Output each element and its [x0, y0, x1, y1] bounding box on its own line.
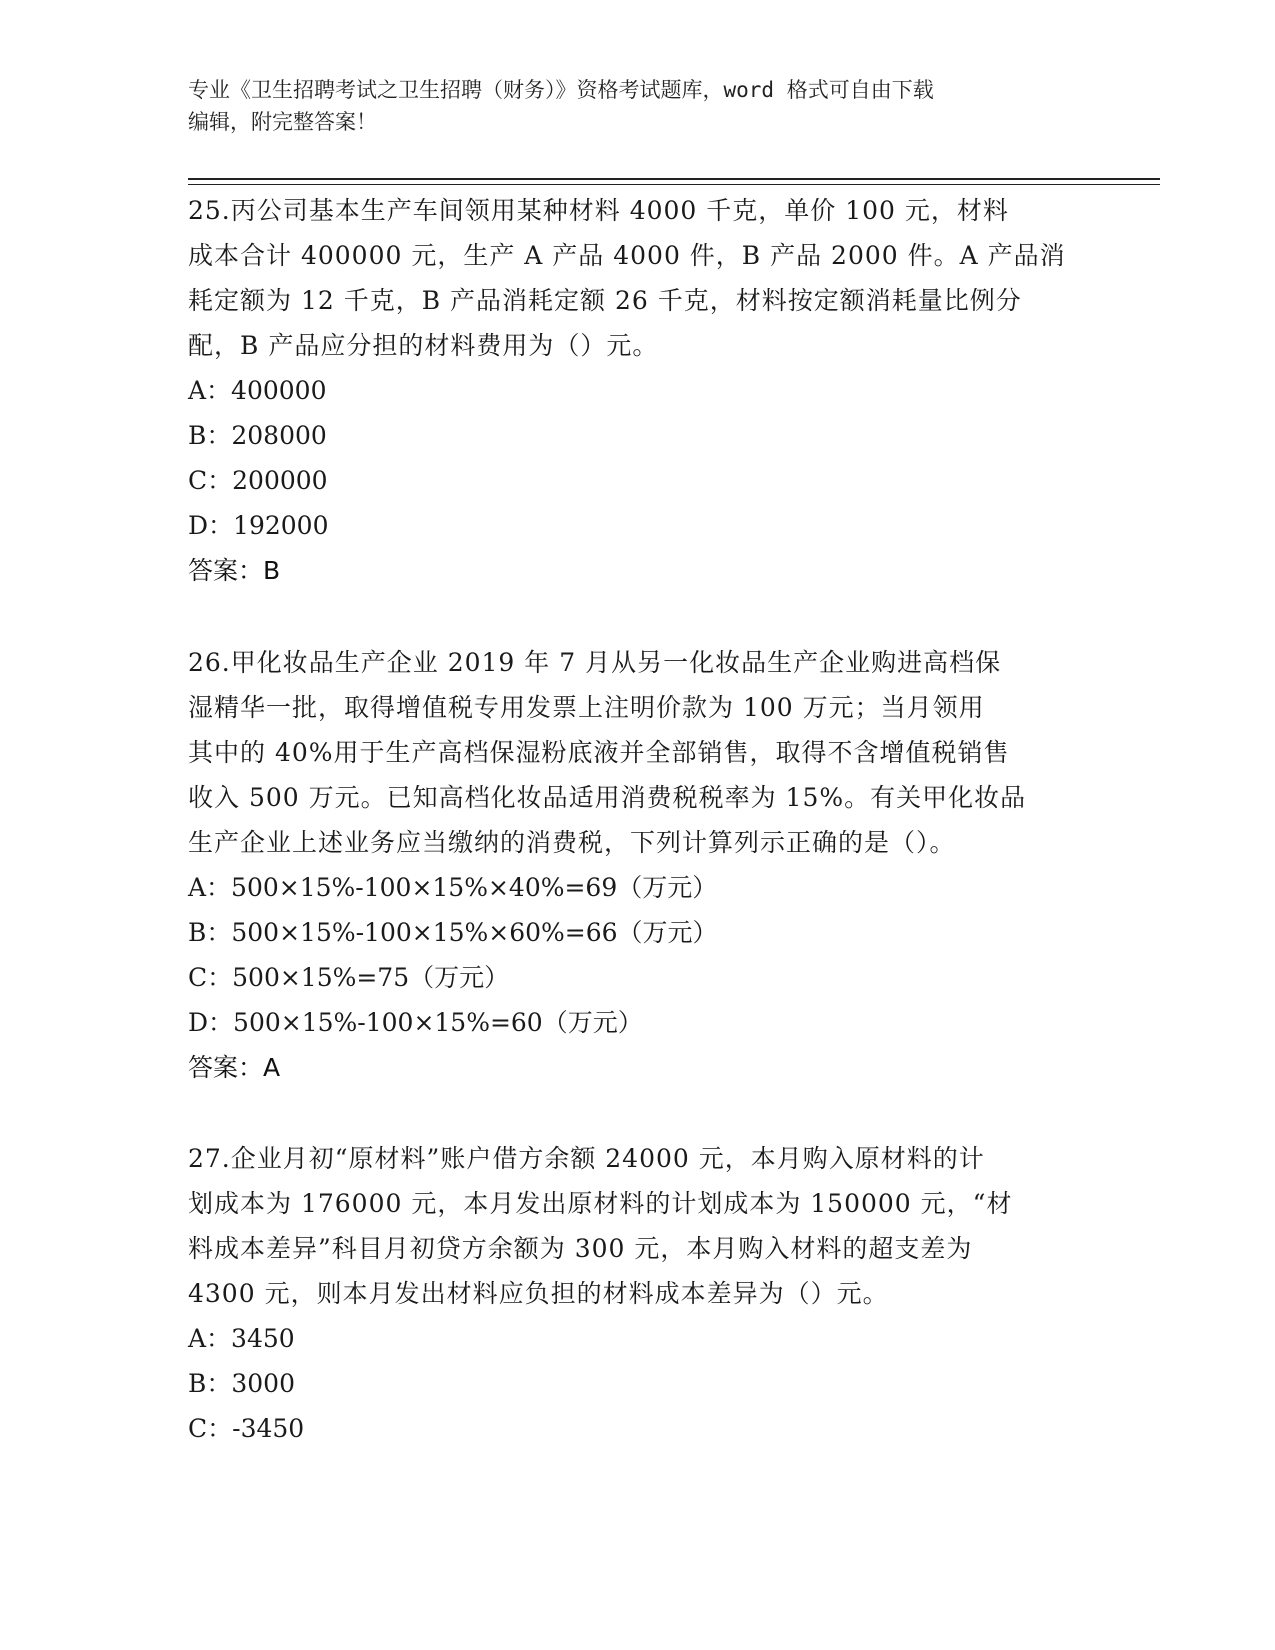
question-text-line: 收入 500 万元。已知高档化妆品适用消费税税率为 15%。有关甲化妆品: [188, 783, 1027, 812]
option-b: B：500×15%-100×15%×60%=66（万元）: [188, 918, 718, 947]
question-text-line: 划成本为 176000 元，本月发出原材料的计划成本为 150000 元，“材: [188, 1189, 1013, 1218]
question-text-line: 27.企业月初“原材料”账户借方余额 24000 元，本月购入原材料的计: [188, 1144, 985, 1173]
option-b: B：208000: [188, 421, 327, 450]
question-text-line: 料成本差异”科目月初贷方余额为 300 元，本月购入材料的超支差为: [188, 1234, 973, 1263]
question-text-line: 25.丙公司基本生产车间领用某种材料 4000 千克，单价 100 元，材料: [188, 196, 1009, 225]
question-text-line: 4300 元，则本月发出材料应负担的材料成本差异为（）元。: [188, 1279, 889, 1308]
option-d: D：192000: [188, 511, 329, 540]
question-text-line: 配，B 产品应分担的材料费用为（）元。: [188, 331, 659, 360]
answer-label: 答案：B: [188, 556, 281, 585]
header-divider-thick: [188, 178, 1160, 180]
question-27: [188, 1136, 1088, 1451]
option-b: B：3000: [188, 1369, 295, 1398]
header-divider-thin: [188, 184, 1160, 185]
option-c: C：200000: [188, 466, 328, 495]
header-line-2: 编辑，附完整答案！: [188, 110, 377, 134]
option-a: A：500×15%-100×15%×40%=69（万元）: [188, 873, 718, 902]
answer-label: 答案：A: [188, 1053, 281, 1082]
option-c: C：500×15%=75（万元）: [188, 963, 510, 992]
question-25: [188, 188, 1088, 593]
header-line-1: 专业《卫生招聘考试之卫生招聘（财务）》资格考试题库，word 格式可自由下载: [188, 78, 934, 102]
option-c: C：-3450: [188, 1414, 305, 1443]
question-text-line: 成本合计 400000 元，生产 A 产品 4000 件，B 产品 2000 件。A 产品消: [188, 241, 1066, 270]
option-a: A：400000: [188, 376, 327, 405]
question-text-line: 其中的 40%用于生产高档保湿粉底液并全部销售，取得不含增值税销售: [188, 738, 1010, 767]
option-d: D：500×15%-100×15%=60（万元）: [188, 1008, 643, 1037]
document-header: [188, 74, 1088, 138]
question-text-line: 生产企业上述业务应当缴纳的消费税，下列计算列示正确的是（）。: [188, 828, 956, 857]
option-a: A：3450: [188, 1324, 295, 1353]
question-26: [188, 640, 1088, 1090]
question-text-line: 湿精华一批，取得增值税专用发票上注明价款为 100 万元；当月领用: [188, 693, 985, 722]
question-text-line: 26.甲化妆品生产企业 2019 年 7 月从另一化妆品生产企业购进高档保: [188, 648, 1002, 677]
question-text-line: 耗定额为 12 千克，B 产品消耗定额 26 千克，材料按定额消耗量比例分: [188, 286, 1022, 315]
